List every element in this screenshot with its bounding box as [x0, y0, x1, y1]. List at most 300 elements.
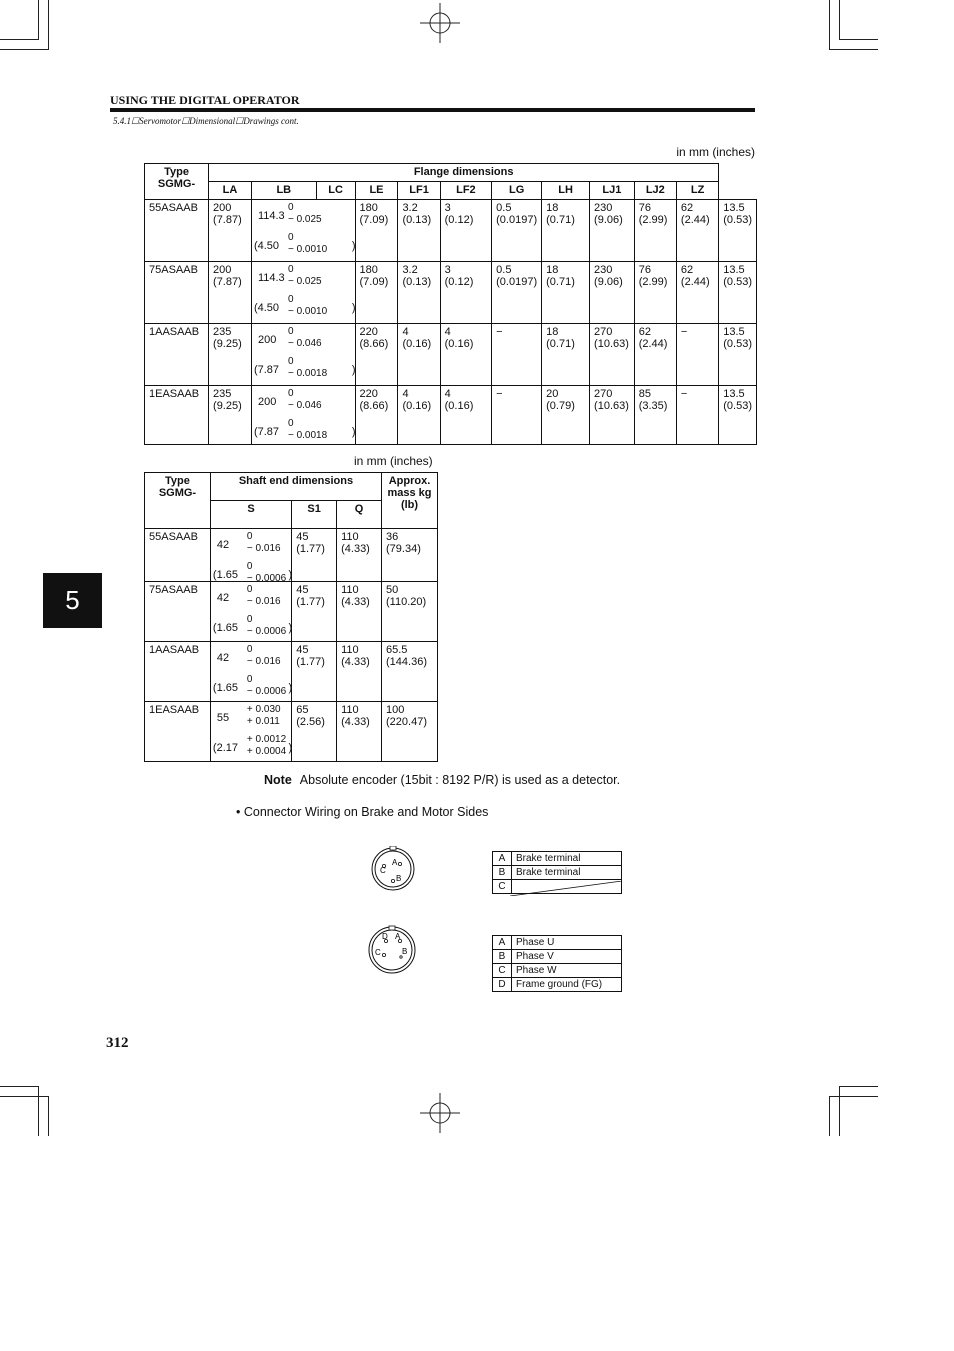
table-cell — [634, 324, 676, 386]
tolerance-lower-mm: − 0.025 — [287, 214, 322, 225]
cell-value-inch: (1.77) — [296, 656, 325, 668]
table-cell — [355, 386, 398, 445]
cell-value-inch: (2.44) — [680, 276, 710, 288]
cell-value-inch: (4.33) — [341, 543, 370, 555]
table-row — [145, 324, 757, 386]
pin-label: C — [380, 866, 386, 875]
table-cell — [355, 324, 398, 386]
column-header: LZ — [676, 182, 718, 200]
cell-value-inch: (0.12) — [444, 276, 474, 288]
chapter-tab: 5 — [43, 573, 102, 628]
cell-value-inch: (0.12) — [444, 214, 474, 226]
brake-legend-diagonal — [510, 881, 622, 896]
table-cell — [590, 200, 635, 262]
pin-key: C — [493, 880, 512, 894]
table-cell — [492, 386, 542, 445]
cell-value-inch: (0.0197) — [496, 214, 538, 226]
note-label: Note — [264, 773, 292, 787]
tolerance-upper-inch: 0 — [246, 674, 253, 685]
pin-function: Phase W — [512, 964, 622, 978]
tolerance-upper-mm: 0 — [287, 326, 294, 337]
tolerance-lower-mm: − 0.046 — [287, 400, 322, 411]
pin-function: Brake terminal — [512, 866, 622, 880]
cell-value-mm: 270 — [594, 388, 613, 400]
s-cell — [210, 529, 291, 582]
crop-mark — [0, 1096, 48, 1097]
table-cell — [719, 386, 757, 445]
table-cell — [440, 200, 492, 262]
cell-value-mm: 3.2 — [402, 202, 418, 214]
tolerance-nominal-mm: 55 — [216, 712, 230, 724]
column-header: LG — [492, 182, 542, 200]
tolerance-lower-inch: − 0.0006 — [246, 573, 287, 584]
tolerance-lower-mm: − 0.016 — [246, 543, 281, 554]
tolerance-upper-inch: 0 — [287, 294, 294, 305]
brake-connector-diagram — [370, 846, 416, 892]
cell-value-inch: (0.0197) — [496, 276, 538, 288]
tolerance-nominal-inch: (7.87 — [253, 364, 280, 376]
crop-mark — [839, 1086, 878, 1087]
table-cell — [542, 262, 590, 324]
cell-value-mm: 13.5 — [723, 202, 745, 214]
cell-value-mm: 3.2 — [402, 264, 418, 276]
la-cell — [209, 200, 252, 262]
column-header: LJ2 — [634, 182, 676, 200]
tolerance-upper-mm: 0 — [287, 264, 294, 275]
type-cell: 1EASAAB — [145, 386, 209, 445]
cell-value-mm: 36 — [386, 531, 399, 543]
table-cell — [355, 262, 398, 324]
column-header: LE — [355, 182, 398, 200]
tolerance-upper-inch: + 0.0012 — [246, 734, 287, 745]
tolerance-lower-inch: − 0.0018 — [287, 430, 328, 441]
cell-value-inch: (9.06) — [594, 214, 623, 226]
cell-value-mm: 235 — [213, 388, 232, 400]
pin-label: B — [402, 947, 408, 956]
type-cell: 55ASAAB — [145, 529, 211, 582]
cell-value-inch: (7.09) — [359, 276, 389, 288]
tolerance-lower-inch: − 0.0006 — [246, 626, 287, 637]
toleranced-dimension — [253, 200, 356, 258]
table-row — [145, 642, 438, 702]
table-cell — [590, 262, 635, 324]
type-cell: 55ASAAB — [145, 200, 209, 262]
cell-value-mm: 62 — [680, 264, 694, 276]
table-cell — [634, 386, 676, 445]
cell-value-mm: 110 — [341, 704, 359, 716]
type-cell: 1AASAAB — [145, 642, 211, 702]
cell-value-inch: (10.63) — [594, 400, 629, 412]
tolerance-nominal-mm: 42 — [216, 592, 230, 604]
cell-value-inch: (2.44) — [680, 214, 710, 226]
cell-value-mm: 18 — [546, 202, 559, 214]
tolerance-nominal-inch: (1.65 — [212, 682, 238, 694]
cell-value-inch: (8.66) — [359, 338, 389, 350]
table-cell — [676, 262, 718, 324]
table-cell — [676, 324, 718, 386]
tolerance-upper-mm: 0 — [246, 531, 253, 542]
tolerance-upper-mm: 0 — [287, 202, 294, 213]
crop-mark — [839, 39, 878, 40]
shaft-dimensions-table — [144, 472, 438, 762]
table-row — [145, 582, 438, 642]
cell-value-mm: − — [680, 388, 688, 400]
cell-value-mm: 230 — [594, 264, 613, 276]
flange-dimensions-table — [144, 163, 757, 445]
type-header: Type SGMG- — [145, 164, 209, 200]
cell-value-inch: (9.06) — [594, 276, 623, 288]
table-cell — [542, 324, 590, 386]
type-cell: 1AASAAB — [145, 324, 209, 386]
cell-value-inch: (0.53) — [723, 400, 752, 412]
cell-value-inch: (0.16) — [444, 338, 474, 350]
legend-row — [493, 950, 622, 964]
table-cell — [542, 386, 590, 445]
table-cell — [590, 386, 635, 445]
cell-value-mm: 200 — [213, 264, 232, 276]
cell-value-mm: 50 — [386, 584, 399, 596]
cell-value-inch: (1.77) — [296, 596, 325, 608]
s-cell — [210, 702, 291, 762]
tolerance-lower-mm: + 0.011 — [246, 716, 280, 727]
cell-value-inch: (79.34) — [386, 543, 421, 555]
mass-header: Approx. mass kg (lb) — [382, 473, 438, 529]
tolerance-upper-inch: 0 — [246, 561, 253, 572]
cell-value-mm: 4 — [444, 326, 451, 338]
tolerance-upper-mm: 0 — [246, 584, 253, 595]
cell-value-mm: 110 — [341, 644, 359, 656]
section-header: USING THE DIGITAL OPERATOR — [110, 93, 300, 107]
legend-row — [493, 978, 622, 992]
cell-value-mm: 4 — [402, 388, 409, 400]
table-cell — [634, 200, 676, 262]
subsection-heading: 5.4.1☐Servomotor☐Dimensional☐Drawings cont. — [113, 116, 299, 126]
crop-mark — [829, 1096, 878, 1097]
tolerance-nominal-inch: (4.50 — [253, 240, 280, 252]
table-row — [145, 200, 757, 262]
lb-cell — [251, 324, 355, 386]
tolerance-lower-inch: − 0.0018 — [287, 368, 328, 379]
column-header: LB — [251, 182, 316, 200]
table-cell — [440, 324, 492, 386]
cell-value-inch: (4.33) — [341, 656, 370, 668]
cell-value-inch: (110.20) — [386, 596, 427, 608]
cell-value-inch: (144.36) — [386, 656, 427, 668]
cell-value-mm: 62 — [680, 202, 694, 214]
table-cell — [292, 582, 337, 642]
tolerance-lower-mm: − 0.016 — [246, 596, 281, 607]
cell-value-mm: 270 — [594, 326, 613, 338]
cell-value-mm: 76 — [638, 202, 651, 214]
cell-value-mm: 62 — [638, 326, 651, 338]
cell-value-inch: (0.53) — [723, 338, 752, 350]
column-header: LF2 — [440, 182, 492, 200]
table-cell — [337, 702, 382, 762]
tolerance-nominal-inch: (1.65 — [212, 622, 238, 634]
motor-connector-diagram — [367, 925, 417, 975]
tolerance-nominal-inch: (7.87 — [253, 426, 280, 438]
cell-value-inch: (0.53) — [723, 276, 752, 288]
toleranced-dimension — [253, 386, 356, 444]
type-cell: 1EASAAB — [145, 702, 211, 762]
cell-value-mm: − — [680, 326, 688, 338]
table-cell — [719, 200, 757, 262]
table-cell — [492, 200, 542, 262]
tolerance-lower-mm: − 0.016 — [246, 656, 281, 667]
cell-value-inch: (10.63) — [594, 338, 629, 350]
cell-value-mm: 3 — [444, 264, 451, 276]
header-rule — [110, 108, 755, 112]
legend-row — [493, 964, 622, 978]
table-cell — [542, 200, 590, 262]
crop-mark — [829, 49, 878, 50]
registration-mark — [420, 1093, 460, 1133]
lb-cell — [251, 386, 355, 445]
cell-value-inch: (220.47) — [386, 716, 427, 728]
cell-value-inch: (8.66) — [359, 400, 389, 412]
table-cell — [382, 702, 438, 762]
closing-parenthesis: ) — [288, 682, 293, 694]
tolerance-lower-inch: − 0.0010 — [287, 306, 328, 317]
tolerance-nominal-mm: 200 — [257, 334, 277, 346]
table-cell — [719, 324, 757, 386]
crop-mark — [48, 1096, 49, 1136]
pin-key: C — [493, 964, 512, 978]
cell-value-inch: (2.44) — [638, 338, 668, 350]
cell-value-inch: (0.13) — [402, 276, 432, 288]
cell-value-mm: 18 — [546, 264, 559, 276]
pin-function: Phase V — [512, 950, 622, 964]
closing-parenthesis: ) — [351, 364, 356, 376]
pin-label: C — [375, 948, 381, 957]
motor-connector-legend — [492, 935, 622, 992]
cell-value-mm: 65 — [296, 704, 309, 716]
crop-mark — [839, 1086, 840, 1136]
table-row — [145, 529, 438, 582]
cell-value-mm: 230 — [594, 202, 613, 214]
table-cell — [398, 262, 440, 324]
toleranced-dimension — [253, 324, 356, 382]
la-cell — [209, 262, 252, 324]
column-header: LC — [316, 182, 355, 200]
cell-value-inch: (3.35) — [638, 400, 668, 412]
cell-value-inch: (4.33) — [341, 716, 370, 728]
cell-value-mm: 13.5 — [723, 264, 745, 276]
pin-key: A — [493, 852, 512, 866]
cell-value-mm: 20 — [546, 388, 559, 400]
tolerance-upper-inch: 0 — [287, 418, 294, 429]
lb-cell — [251, 200, 355, 262]
tolerance-nominal-mm: 114.3 — [257, 272, 285, 284]
table-cell — [492, 324, 542, 386]
tolerance-nominal-mm: 42 — [216, 539, 230, 551]
cell-value-inch: (2.56) — [296, 716, 325, 728]
tolerance-nominal-inch: (2.17 — [212, 742, 238, 754]
cell-value-inch: (0.71) — [546, 214, 575, 226]
cell-value-inch: (0.16) — [444, 400, 474, 412]
cell-value-mm: 180 — [359, 202, 378, 214]
cell-value-mm: 13.5 — [723, 388, 745, 400]
cell-value-inch: (2.99) — [638, 214, 668, 226]
tolerance-nominal-mm: 42 — [216, 652, 230, 664]
table-cell — [634, 262, 676, 324]
cell-value-mm: − — [496, 388, 503, 400]
tolerance-lower-inch: − 0.0006 — [246, 686, 287, 697]
crop-mark — [0, 1086, 38, 1087]
shaft-units-label: in mm (inches) — [354, 454, 433, 468]
cell-value-mm: 0.5 — [496, 264, 512, 276]
flange-group-header: Flange dimensions — [209, 164, 719, 182]
table-row — [145, 702, 438, 762]
tolerance-upper-inch: 0 — [246, 614, 253, 625]
table-cell — [355, 200, 398, 262]
toleranced-dimension — [212, 582, 293, 638]
cell-value-mm: 220 — [359, 326, 378, 338]
column-header: LH — [542, 182, 590, 200]
column-header: Q — [337, 501, 382, 529]
tolerance-nominal-inch: (4.50 — [253, 302, 280, 314]
cell-value-mm: 4 — [402, 326, 409, 338]
cell-value-inch: (2.99) — [638, 276, 668, 288]
crop-mark — [38, 0, 39, 40]
cell-value-inch: (7.09) — [359, 214, 389, 226]
cell-value-inch: (7.87) — [213, 276, 242, 288]
legend-row — [493, 852, 622, 866]
cell-value-mm: − — [496, 326, 503, 338]
pin-function: Phase U — [512, 936, 622, 950]
cell-value-mm: 110 — [341, 584, 359, 596]
cell-value-mm: 220 — [359, 388, 378, 400]
pin-key: B — [493, 866, 512, 880]
tolerance-lower-mm: − 0.046 — [287, 338, 322, 349]
type-cell: 75ASAAB — [145, 582, 211, 642]
table-cell — [492, 262, 542, 324]
cell-value-mm: 235 — [213, 326, 232, 338]
cell-value-inch: (0.13) — [402, 214, 432, 226]
pin-key: B — [493, 950, 512, 964]
pin-label: A — [392, 858, 398, 867]
closing-parenthesis: ) — [351, 302, 356, 314]
pin-label: B — [396, 874, 402, 883]
pin-function: Frame ground (FG) — [512, 978, 622, 992]
tolerance-nominal-mm: 200 — [257, 396, 277, 408]
tolerance-upper-mm: + 0.030 — [246, 704, 281, 715]
pin-key: A — [493, 936, 512, 950]
table-cell — [676, 386, 718, 445]
s-cell — [210, 642, 291, 702]
cell-value-inch: (9.25) — [213, 400, 242, 412]
crop-mark — [38, 1086, 39, 1136]
flange-units-label: in mm (inches) — [676, 145, 755, 159]
pin-label: A — [395, 932, 401, 941]
table-cell — [292, 529, 337, 582]
registration-mark — [420, 3, 460, 43]
column-header: S — [210, 501, 291, 529]
table-cell — [337, 582, 382, 642]
la-cell — [209, 324, 252, 386]
table-cell — [398, 324, 440, 386]
tolerance-nominal-inch: (1.65 — [212, 569, 238, 581]
table-cell — [337, 529, 382, 582]
cell-value-inch: (0.71) — [546, 338, 575, 350]
table-cell — [382, 529, 438, 582]
cell-value-mm: 0.5 — [496, 202, 512, 214]
toleranced-dimension — [212, 529, 293, 584]
cell-value-mm: 45 — [296, 644, 309, 656]
table-row — [145, 386, 757, 445]
crop-mark — [48, 0, 49, 50]
closing-parenthesis: ) — [351, 426, 356, 438]
shaft-group-header: Shaft end dimensions — [210, 473, 381, 501]
pin-label: D — [382, 932, 388, 941]
column-header: LF1 — [398, 182, 440, 200]
cell-value-mm: 100 — [386, 704, 405, 716]
pin-function: Brake terminal — [512, 852, 622, 866]
toleranced-dimension — [212, 702, 293, 758]
closing-parenthesis: ) — [288, 569, 293, 581]
toleranced-dimension — [212, 642, 293, 698]
cell-value-inch: (1.77) — [296, 543, 325, 555]
cell-value-mm: 45 — [296, 584, 309, 596]
crop-mark — [0, 39, 38, 40]
tolerance-lower-inch: + 0.0004 — [246, 746, 287, 757]
cell-value-mm: 180 — [359, 264, 378, 276]
column-header: LJ1 — [590, 182, 635, 200]
table-cell — [292, 642, 337, 702]
la-cell — [209, 386, 252, 445]
cell-value-mm: 110 — [341, 531, 359, 543]
cell-value-mm: 200 — [213, 202, 232, 214]
cell-value-mm: 45 — [296, 531, 309, 543]
table-cell — [382, 642, 438, 702]
connector-wiring-heading: • Connector Wiring on Brake and Motor Sides — [236, 805, 489, 819]
legend-row — [493, 866, 622, 880]
page-number: 312 — [106, 1035, 129, 1051]
crop-mark — [0, 49, 48, 50]
table-row — [145, 262, 757, 324]
type-cell: 75ASAAB — [145, 262, 209, 324]
cell-value-mm: 3 — [444, 202, 451, 214]
column-header: S1 — [292, 501, 337, 529]
column-header: LA — [209, 182, 252, 200]
tolerance-lower-mm: − 0.025 — [287, 276, 322, 287]
table-cell — [590, 324, 635, 386]
note-text: Absolute encoder (15bit : 8192 P/R) is used as a detector. — [299, 773, 621, 787]
table-cell — [337, 642, 382, 702]
closing-parenthesis: ) — [288, 742, 293, 754]
cell-value-inch: (0.16) — [402, 338, 432, 350]
tolerance-upper-inch: 0 — [287, 356, 294, 367]
cell-value-inch: (4.33) — [341, 596, 370, 608]
cell-value-mm: 85 — [638, 388, 651, 400]
tolerance-lower-inch: − 0.0010 — [287, 244, 328, 255]
cell-value-inch: (0.16) — [402, 400, 432, 412]
table-cell — [719, 262, 757, 324]
cell-value-inch: (9.25) — [213, 338, 242, 350]
legend-row — [493, 936, 622, 950]
closing-parenthesis: ) — [288, 622, 293, 634]
cell-value-mm: 76 — [638, 264, 651, 276]
lb-cell — [251, 262, 355, 324]
cell-value-inch: (0.53) — [723, 214, 752, 226]
closing-parenthesis: ) — [351, 240, 356, 252]
pin-key: D — [493, 978, 512, 992]
type-header: Type SGMG- — [145, 473, 211, 529]
cell-value-inch: (7.87) — [213, 214, 242, 226]
tolerance-nominal-mm: 114.3 — [257, 210, 285, 222]
crop-mark — [829, 1096, 830, 1136]
cell-value-mm: 65.5 — [386, 644, 408, 656]
